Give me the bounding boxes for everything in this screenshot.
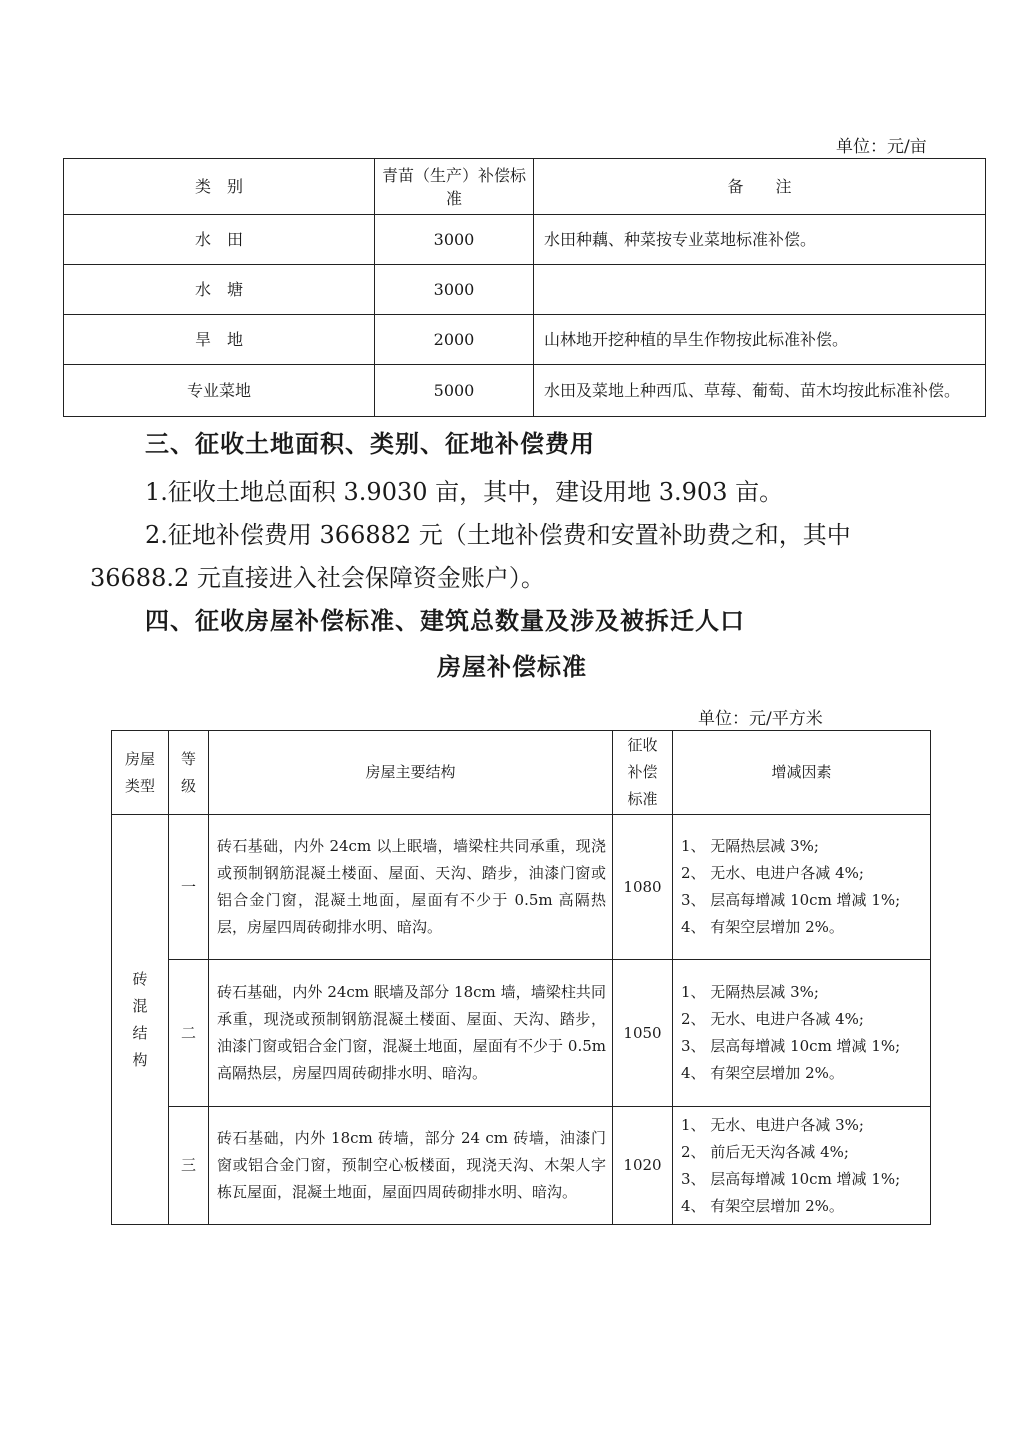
row-value: 5000	[375, 365, 534, 417]
section3-heading: 三、征收土地面积、类别、征地补偿费用	[145, 429, 595, 458]
header-factors: 增减因素	[673, 731, 931, 815]
factor-item: 4、 有架空层增加 2%。	[681, 1196, 844, 1215]
factor-item: 2、 无水、电进户各减 4%;	[681, 1010, 864, 1028]
table-row	[64, 215, 986, 265]
row-value: 3000	[375, 265, 534, 315]
row-grade: 一	[169, 815, 209, 960]
unit-label-sqm: 单位：元/平方米	[698, 709, 823, 729]
header-remarks: 备 注	[534, 159, 986, 215]
row-note: 水田种藕、种菜按专业菜地标准补偿。	[534, 215, 986, 265]
seedling-compensation-table	[63, 158, 986, 417]
row-factors	[673, 1107, 931, 1225]
row-price: 1020	[613, 1107, 673, 1225]
header-price: 征收补偿标准	[613, 731, 673, 815]
row-structure: 砖石基础，内外 18cm 砖墙，部分 24 cm 砖墙，油漆门窗或铝合金门窗，预制空心板楼面，现浇天沟、木架人字栋瓦屋面，混凝土地面，屋面四周砖砌排水明、暗沟。	[209, 1107, 613, 1225]
factor-item: 3、 层高每增减 10cm 增减 1%;	[681, 1169, 901, 1188]
section3-paragraph-2-line-1: 2.征地补偿费用 366882 元（土地补偿费和安置补助费之和，其中	[145, 521, 851, 549]
row-grade: 三	[169, 1107, 209, 1225]
factor-item: 3、 层高每增减 10cm 增减 1%;	[681, 891, 901, 909]
category-brick-concrete: 砖混结构	[112, 815, 169, 1225]
row-note: 水田及菜地上种西瓜、草莓、葡萄、苗木均按此标准补偿。	[534, 365, 986, 417]
row-factors	[673, 815, 931, 960]
table-header-row	[112, 731, 931, 815]
factor-item: 1、 无隔热层减 3%;	[681, 837, 819, 855]
row-category: 专业菜地	[64, 365, 375, 417]
row-structure: 砖石基础，内外 24cm 以上眠墙，墙梁柱共同承重，现浇或预制钢筋混凝土楼面、屋面、天沟、踏步，油漆门窗或铝合金门窗，混凝土地面，屋面有不少于 0.5m 高隔热层，房屋四周砖砌排水明、暗沟。	[209, 815, 613, 960]
section3-paragraph-1: 1.征收土地总面积 3.9030 亩，其中，建设用地 3.903 亩。	[145, 478, 784, 506]
header-category: 类 别	[64, 159, 375, 215]
row-value: 3000	[375, 215, 534, 265]
row-grade: 二	[169, 960, 209, 1107]
house-compensation-table	[111, 730, 931, 1225]
row-price: 1080	[613, 815, 673, 960]
unit-label-mu: 单位：元/亩	[836, 137, 927, 157]
row-category: 水 田	[64, 215, 375, 265]
factor-item: 2、 前后无天沟各减 4%;	[681, 1142, 849, 1161]
row-category: 旱 地	[64, 315, 375, 365]
row-structure: 砖石基础，内外 24cm 眠墙及部分 18cm 墙，墙梁柱共同承重，现浇或预制钢筋混凝土楼面、屋面、天沟、踏步，油漆门窗或铝合金门窗，混凝土地面，屋面有不少于 0.5m 高隔热层，房屋四周砖砌排水明、暗沟。	[209, 960, 613, 1107]
row-note: 山林地开挖种植的旱生作物按此标准补偿。	[534, 315, 986, 365]
section4-heading: 四、征收房屋补偿标准、建筑总数量及涉及被拆迁人口	[145, 606, 745, 635]
row-note	[534, 265, 986, 315]
header-grade: 等级	[169, 731, 209, 815]
factor-item: 4、 有架空层增加 2%。	[681, 918, 844, 936]
row-price: 1050	[613, 960, 673, 1107]
factor-item: 3、 层高每增减 10cm 增减 1%;	[681, 1037, 901, 1055]
factor-item: 1、 无水、电进户各减 3%;	[681, 1115, 864, 1134]
row-category: 水 塘	[64, 265, 375, 315]
row-value: 2000	[375, 315, 534, 365]
header-standard: 青苗（生产）补偿标准	[375, 159, 534, 215]
house-table-title: 房屋补偿标准	[437, 652, 587, 681]
header-structure: 房屋主要结构	[209, 731, 613, 815]
row-factors	[673, 960, 931, 1107]
table-row	[64, 315, 986, 365]
table-row	[112, 815, 931, 960]
header-house-type: 房屋类型	[112, 731, 169, 815]
table-row	[112, 1107, 931, 1225]
table-row	[64, 365, 986, 417]
factor-item: 1、 无隔热层减 3%;	[681, 983, 819, 1001]
section3-paragraph-2-line-2: 36688.2 元直接进入社会保障资金账户）。	[90, 564, 545, 592]
factor-item: 4、 有架空层增加 2%。	[681, 1064, 844, 1082]
table-header-row	[64, 159, 986, 215]
factor-item: 2、 无水、电进户各减 4%;	[681, 864, 864, 882]
table-row	[64, 265, 986, 315]
table-row	[112, 960, 931, 1107]
